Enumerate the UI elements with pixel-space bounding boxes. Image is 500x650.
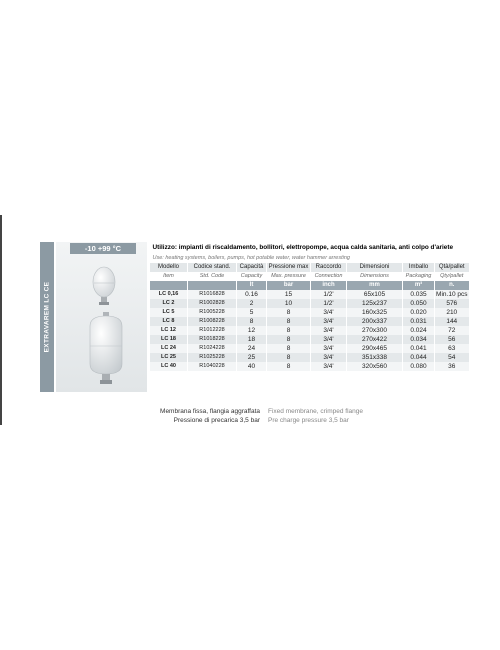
code-cell: R1025228 [188, 353, 237, 362]
model-cell: LC 25 [150, 353, 188, 362]
temperature-badge: -10 +99 °C [70, 243, 136, 254]
connection-cell: 3/4' [311, 353, 347, 362]
table-row [150, 344, 469, 353]
model-cell: LC 24 [150, 344, 188, 353]
series-side-tab [40, 242, 54, 392]
large-expansion-vessel-image [86, 312, 126, 388]
capacity-cell: 2 [237, 299, 267, 308]
small-expansion-vessel-image [90, 266, 118, 306]
capacity-cell: 8 [237, 317, 267, 326]
column-header-en: Packaging [403, 272, 435, 281]
column-header-en: Max. pressure [267, 272, 311, 281]
dimensions-cell: 200x337 [347, 317, 403, 326]
pressure-cell: 8 [267, 335, 311, 344]
packaging-cell: 0.041 [403, 344, 435, 353]
connection-cell: 1/2' [311, 299, 347, 308]
table-row [150, 353, 469, 362]
model-cell: LC 0,16 [150, 290, 188, 299]
footer-line: Membrana fissa, flangia aggraffata [160, 408, 260, 415]
column-header-en: Capacity [237, 272, 267, 281]
connection-cell: 3/4' [311, 344, 347, 353]
code-cell: R1002828 [188, 299, 237, 308]
qty-cell: 576 [435, 299, 469, 308]
pressure-cell: 8 [267, 308, 311, 317]
unit-cell: bar [267, 281, 311, 290]
column-header-it: Modello [150, 263, 188, 272]
model-cell: LC 18 [150, 335, 188, 344]
packaging-cell: 0.024 [403, 326, 435, 335]
code-cell: R1005228 [188, 308, 237, 317]
packaging-cell: 0.080 [403, 362, 435, 371]
column-header-it: Imballo [403, 263, 435, 272]
dimensions-cell: 65x105 [347, 290, 403, 299]
dimensions-cell: 125x237 [347, 299, 403, 308]
packaging-cell: 0.031 [403, 317, 435, 326]
column-header-it: Pressione max [267, 263, 311, 272]
capacity-cell: 24 [237, 344, 267, 353]
footer-notes-en [268, 408, 418, 425]
model-cell: LC 8 [150, 317, 188, 326]
qty-cell: 72 [435, 326, 469, 335]
connection-cell: 3/4' [311, 335, 347, 344]
usage-row [150, 242, 469, 254]
pressure-cell: 8 [267, 344, 311, 353]
pressure-cell: 8 [267, 317, 311, 326]
connection-cell: 3/4' [311, 326, 347, 335]
pressure-cell: 8 [267, 362, 311, 371]
code-cell: R1018228 [188, 335, 237, 344]
connection-cell: 3/4' [311, 308, 347, 317]
capacity-cell: 12 [237, 326, 267, 335]
dimensions-cell: 351x338 [347, 353, 403, 362]
qty-cell: Min.10 pcs [436, 291, 468, 298]
column-header-it: Raccordo [311, 263, 347, 272]
model-cell: LC 5 [150, 308, 188, 317]
units-row [150, 281, 469, 290]
packaging-cell: 0.050 [403, 299, 435, 308]
dimensions-cell: 160x325 [347, 308, 403, 317]
table-row [150, 362, 469, 371]
usage-text-en: Use: heating systems, boilers, pumps, hot potable water, water hammer arresting [150, 254, 469, 263]
qty-cell: 36 [435, 362, 469, 371]
column-header-it: Qtà/pallet [435, 263, 469, 272]
footer-line: Fixed membrane, crimped flange [268, 408, 364, 415]
code-cell: R1012228 [188, 326, 237, 335]
header-row-it [150, 263, 469, 272]
series-label: EXTRAVAREM LC CE [43, 281, 51, 353]
packaging-cell: 0.020 [403, 308, 435, 317]
column-header-it: Dimensioni [347, 263, 403, 272]
table-row [150, 335, 469, 344]
column-header-en: Item [150, 272, 188, 281]
connection-cell: 1/2' [311, 290, 347, 299]
code-cell: R1024228 [188, 344, 237, 353]
column-header-it: Codice stand. [188, 263, 237, 272]
unit-cell [188, 281, 237, 290]
product-sheet [40, 242, 468, 410]
model-cell: LC 2 [150, 299, 188, 308]
unit-cell: m³ [403, 281, 435, 290]
unit-cell [150, 281, 188, 290]
product-image-panel [56, 242, 147, 392]
footer-notes-it [140, 408, 260, 425]
packaging-cell: 0.044 [403, 353, 435, 362]
table-row [150, 308, 469, 317]
unit-cell: n. [435, 281, 469, 290]
table-row [150, 290, 469, 299]
unit-cell: mm [347, 281, 403, 290]
model-cell: LC 40 [150, 362, 188, 371]
model-cell: LC 12 [150, 326, 188, 335]
packaging-cell: 0.035 [403, 290, 435, 299]
qty-cell: 144 [435, 317, 469, 326]
column-header-it: Capacità [237, 263, 267, 272]
column-header-en: Dimensions [347, 272, 403, 281]
dimensions-cell: 290x465 [347, 344, 403, 353]
pressure-cell: 8 [267, 326, 311, 335]
qty-cell: 63 [435, 344, 469, 353]
capacity-cell: 0.16 [237, 290, 267, 299]
pressure-cell: 8 [267, 353, 311, 362]
usage-text-it: Utilizzo: impianti di riscaldamento, bollitori, elettropompe, acqua calda sanitaria, anti colpo d'ariete [150, 242, 469, 254]
dimensions-cell: 320x560 [347, 362, 403, 371]
qty-cell: 56 [435, 335, 469, 344]
table-row [150, 317, 469, 326]
footer-line: Pressione di precarica 3,5 bar [173, 416, 260, 424]
footer-line: Pre charge pressure 3,5 bar [268, 416, 349, 424]
left-margin-rule [0, 215, 2, 425]
column-header-en: Connection [311, 272, 347, 281]
code-cell: R1008228 [188, 317, 237, 326]
capacity-cell: 40 [237, 362, 267, 371]
specification-table [149, 242, 469, 371]
column-header-en: Std. Code [188, 272, 237, 281]
qty-cell: 54 [435, 353, 469, 362]
code-cell: R1016828 [188, 290, 237, 299]
packaging-cell: 0.034 [403, 335, 435, 344]
connection-cell: 3/4' [311, 362, 347, 371]
qty-cell: 210 [435, 308, 469, 317]
header-row-en [150, 272, 469, 281]
capacity-cell: 5 [237, 308, 267, 317]
table-row [150, 299, 469, 308]
dimensions-cell: 270x300 [347, 326, 403, 335]
pressure-cell: 10 [267, 299, 311, 308]
unit-cell: inch [311, 281, 347, 290]
code-cell: R1040228 [188, 362, 237, 371]
usage-row-en [150, 254, 469, 263]
unit-cell: lt [237, 281, 267, 290]
column-header-en: Qty/pallet [435, 272, 469, 281]
pressure-cell: 15 [267, 290, 311, 299]
table-body [150, 290, 469, 371]
connection-cell: 3/4' [311, 317, 347, 326]
table-row [150, 326, 469, 335]
dimensions-cell: 270x422 [347, 335, 403, 344]
capacity-cell: 25 [237, 353, 267, 362]
capacity-cell: 18 [237, 335, 267, 344]
